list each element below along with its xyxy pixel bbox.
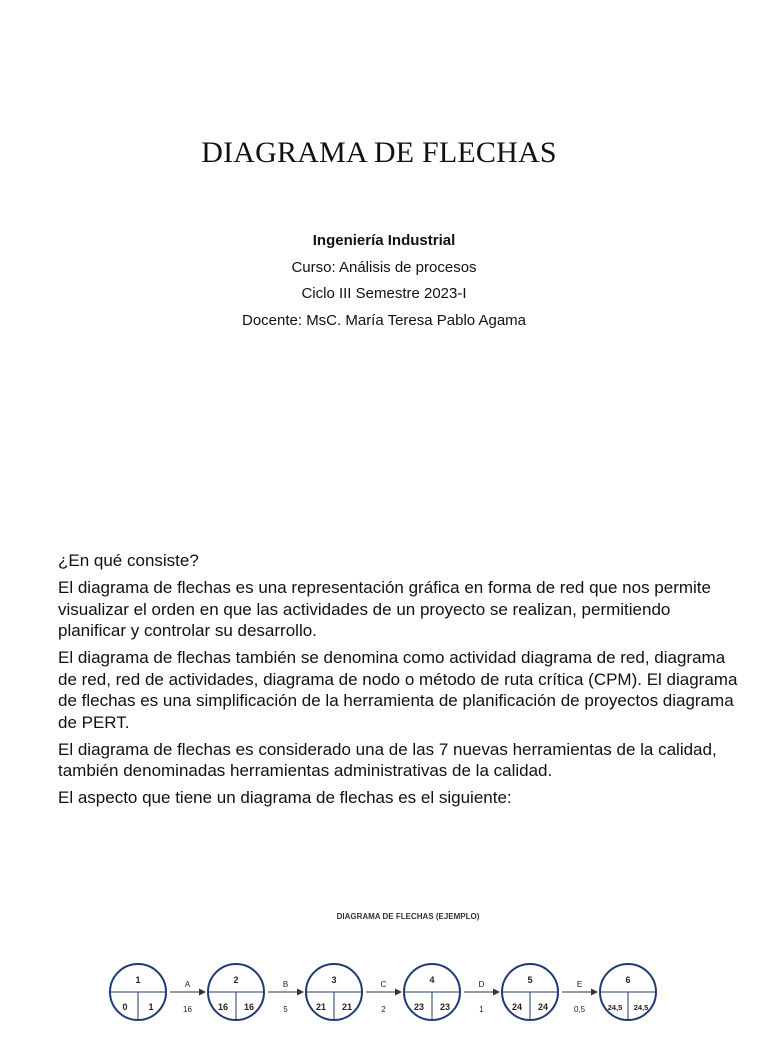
node-early-time: 24,5 [607,1003,623,1012]
page-title: DIAGRAMA DE FLECHAS [201,136,557,169]
activity-label: D [478,980,485,989]
paragraph-aliases: El diagrama de flechas también se denomina como actividad diagrama de red, diagrama de red, red de actividades, diagrama de nodo o método de ruta crítica (CPM). El diagrama de flechas es una simplificación de la herramienta de planificación de proyectos diagrama de PERT. [58,648,738,732]
node-late-time: 24,5 [633,1003,649,1012]
activity-duration: 0,5 [573,1005,586,1014]
network-diagram [108,958,668,1038]
node-id: 1 [135,975,141,985]
activity-duration: 5 [283,1005,288,1014]
node-late-time: 23 [439,1002,451,1012]
paragraph-intro-figure: El aspecto que tiene un diagrama de flechas es el siguiente: [58,788,512,807]
node-early-time: 0 [122,1002,128,1012]
activity-label: B [282,980,289,989]
activity-duration: 16 [183,1005,192,1014]
node-id: 3 [331,975,337,985]
section-question: ¿En qué consiste? [58,551,199,570]
node-id: 5 [527,975,533,985]
node-late-time: 24 [537,1002,549,1012]
node-id: 6 [625,975,631,985]
node-early-time: 21 [315,1002,327,1012]
subtitle-teacher: Docente: MsC. María Teresa Pablo Agama [241,311,527,329]
subtitle-cycle: Ciclo III Semestre 2023-I [301,285,467,302]
activity-duration: 2 [381,1005,386,1014]
activity-label: C [380,980,387,989]
node-early-time: 16 [217,1002,229,1012]
node-early-time: 23 [413,1002,425,1012]
paragraph-definition: El diagrama de flechas es una representación gráfica en forma de red que nos permite visualizar el orden en que las actividades de un proyecto se realizan, permitiendo planificar y controlar su desarrollo. [58,578,711,640]
body-text [58,550,738,814]
activity-label: A [184,980,191,989]
node-late-time: 1 [148,1002,154,1012]
node-late-time: 21 [341,1002,353,1012]
subtitle-career: Ingeniería Industrial [312,232,456,249]
arrow-diagram-figure [108,904,668,1024]
activity-duration: 1 [479,1005,484,1014]
figure-title: DIAGRAMA DE FLECHAS (EJEMPLO) [336,912,480,921]
subtitle-block [0,228,768,334]
subtitle-course: Curso: Análisis de procesos [291,258,477,276]
activity-label: E [576,980,583,989]
node-id: 4 [429,975,435,985]
node-late-time: 16 [243,1002,255,1012]
node-early-time: 24 [511,1002,523,1012]
node-id: 2 [233,975,239,985]
paragraph-quality-tools: El diagrama de flechas es considerado una de las 7 nuevas herramientas de la calidad, también denominadas herramientas administrativas de la calidad. [58,739,717,780]
